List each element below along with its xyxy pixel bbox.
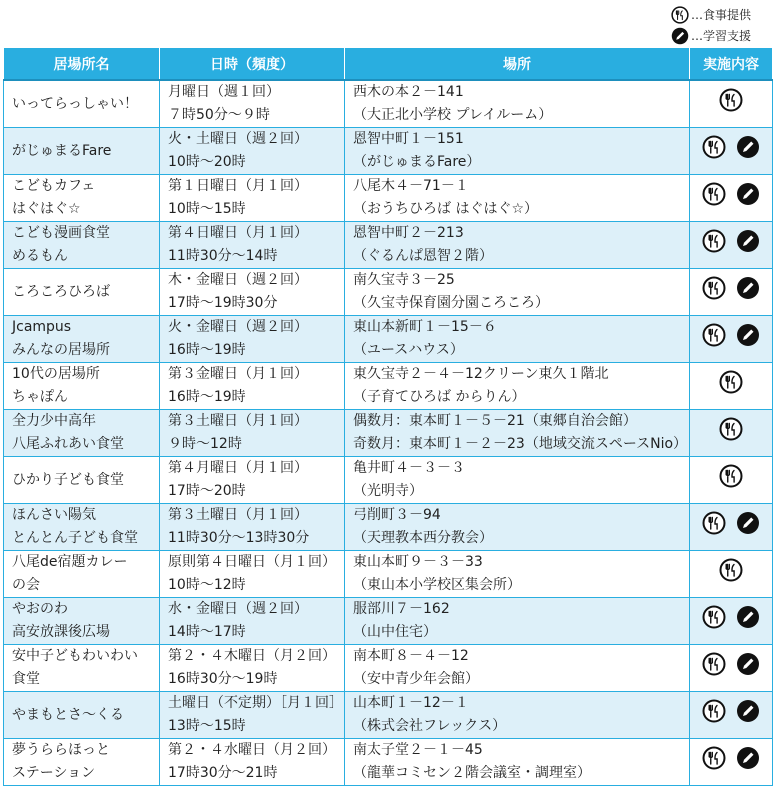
cell-activities — [690, 269, 773, 316]
cell-place-line: （山中住宅） — [353, 624, 437, 640]
table-row — [4, 645, 773, 692]
col-header-schedule: 日時（頻度） — [160, 48, 345, 81]
cell-name-line: 食堂 — [12, 671, 40, 687]
ibasho-table — [3, 47, 773, 786]
cell-place-line: 南太子堂２－１－45 — [353, 742, 483, 758]
cell-name-line: やまもとさ～くる — [12, 706, 124, 723]
cell-name-line: の会 — [12, 577, 40, 593]
fork-knife-icon — [719, 370, 743, 394]
cell-activities — [690, 363, 773, 410]
cell-place-line: （ユースハウス） — [353, 342, 464, 358]
cell-place — [345, 692, 690, 739]
col-header-name: 居場所名 — [4, 48, 160, 81]
cell-schedule-line: 16時～19時 — [168, 389, 246, 405]
cell-schedule-line: 第２・４水曜日（月２回） — [168, 742, 336, 758]
cell-place-line: 西木の本２－141 — [353, 84, 464, 100]
cell-place-line: 東久宝寺２－４－12クリーン東久１階北 — [353, 366, 609, 382]
cell-name-line: ころころひろば — [12, 283, 110, 300]
cell-place — [345, 222, 690, 269]
cell-name-line: めるもん — [12, 248, 68, 264]
cell-name-line: 八尾ふれあい食堂 — [12, 436, 124, 452]
cell-name — [4, 504, 160, 551]
fork-knife-icon — [702, 135, 726, 159]
cell-place — [345, 457, 690, 504]
cell-place-line: （子育てひろば からりん） — [353, 389, 526, 405]
cell-name — [4, 128, 160, 175]
cell-activities — [690, 504, 773, 551]
table-row — [4, 316, 773, 363]
cell-schedule — [160, 128, 345, 175]
cell-schedule — [160, 645, 345, 692]
pencil-icon — [736, 699, 760, 723]
cell-name-line: がじゅまるFare — [12, 142, 112, 159]
cell-schedule — [160, 598, 345, 645]
cell-schedule-line: 第３土曜日（月１回） — [168, 413, 308, 429]
col-header-activities: 実施内容 — [690, 48, 773, 81]
pencil-icon — [736, 229, 760, 253]
cell-name-line: 全力少中高年 — [12, 413, 96, 429]
cell-schedule — [160, 80, 345, 128]
cell-place-line: （大正北小学校 プレイルーム） — [353, 107, 553, 123]
table-row — [4, 128, 773, 175]
pencil-icon — [671, 27, 689, 45]
fork-knife-icon — [671, 6, 689, 24]
cell-place-line: （東山本小学校区集会所） — [353, 577, 521, 593]
cell-schedule-line: ９時～12時 — [168, 436, 242, 452]
cell-name-line: 夢うららほっと — [12, 742, 110, 758]
cell-name-line: はぐはぐ☆ — [12, 201, 81, 217]
cell-place-line: 南久宝寺３－25 — [353, 272, 455, 288]
cell-place-line: 恩智中町１－151 — [353, 131, 464, 147]
legend-meal — [671, 4, 771, 25]
table-row — [4, 80, 773, 128]
legend-meal-label: …食事提供 — [691, 7, 752, 22]
cell-name-line: ひかり子ども食堂 — [12, 471, 124, 488]
pencil-icon — [736, 511, 760, 535]
table-row — [4, 410, 773, 457]
cell-schedule-line: 13時～15時 — [168, 718, 246, 734]
cell-place-line: 東山本町９－３－33 — [353, 554, 483, 570]
cell-place-line: 亀井町４－３－３ — [353, 460, 465, 476]
cell-schedule-line: 10時～15時 — [168, 201, 246, 217]
cell-place-line: 弓削町３－94 — [353, 507, 441, 523]
cell-place — [345, 645, 690, 692]
cell-schedule — [160, 175, 345, 222]
table-row — [4, 739, 773, 786]
cell-schedule-line: 火・土曜日（週２回） — [168, 131, 308, 147]
header-row — [4, 48, 773, 81]
cell-schedule-line: 17時～19時30分 — [168, 295, 278, 311]
cell-place-line: 奇数月：東本町１－２－23（地域交流スペースNio） — [353, 436, 688, 452]
cell-place-line: 服部川７－162 — [353, 601, 450, 617]
table-row — [4, 363, 773, 410]
cell-schedule-line: 16時～19時 — [168, 342, 246, 358]
col-header-place: 場所 — [345, 48, 690, 81]
cell-activities — [690, 551, 773, 598]
fork-knife-icon — [702, 276, 726, 300]
cell-name — [4, 316, 160, 363]
cell-place — [345, 175, 690, 222]
cell-name — [4, 175, 160, 222]
cell-name-line: 安中子どもわいわい — [12, 648, 138, 664]
cell-name — [4, 598, 160, 645]
cell-place-line: （株式会社フレックス） — [353, 718, 507, 734]
cell-place — [345, 739, 690, 786]
cell-place — [345, 269, 690, 316]
cell-schedule-line: 11時30分～14時 — [168, 248, 278, 264]
pencil-icon — [736, 135, 760, 159]
table-row — [4, 598, 773, 645]
legend-study — [671, 25, 771, 46]
cell-schedule-line: 第３土曜日（月１回） — [168, 507, 308, 523]
fork-knife-icon — [702, 652, 726, 676]
cell-schedule — [160, 363, 345, 410]
fork-knife-icon — [702, 229, 726, 253]
cell-place-line: （ぐるんぱ恩智２階） — [353, 248, 493, 264]
cell-schedule-line: 火・金曜日（週２回） — [168, 319, 308, 335]
cell-name-line: みんなの居場所 — [12, 342, 110, 358]
cell-name-line: ちゃぽん — [12, 389, 68, 405]
cell-place-line: （がじゅまるFare） — [353, 154, 481, 170]
cell-schedule — [160, 269, 345, 316]
cell-place-line: 山本町１－12－１ — [353, 695, 469, 711]
cell-name — [4, 410, 160, 457]
cell-name — [4, 80, 160, 128]
cell-place-line: （安中青少年会館） — [353, 671, 479, 687]
cell-schedule-line: 木・金曜日（週２回） — [168, 272, 308, 288]
cell-place-line: （おうちひろば はぐはぐ☆） — [353, 201, 539, 217]
cell-schedule — [160, 739, 345, 786]
cell-name-line: こどもカフェ — [12, 178, 96, 194]
cell-name — [4, 269, 160, 316]
table-row — [4, 457, 773, 504]
cell-activities — [690, 222, 773, 269]
cell-schedule-line: 10時～12時 — [168, 577, 246, 593]
cell-schedule-line: 16時30分～19時 — [168, 671, 278, 687]
pencil-icon — [736, 652, 760, 676]
cell-place — [345, 410, 690, 457]
table-row — [4, 692, 773, 739]
cell-schedule-line: 第４日曜日（月１回） — [168, 225, 308, 241]
cell-activities — [690, 316, 773, 363]
cell-name — [4, 363, 160, 410]
fork-knife-icon — [702, 746, 726, 770]
pencil-icon — [736, 323, 760, 347]
cell-name-line: ほんさい陽気 — [12, 507, 96, 523]
fork-knife-icon — [702, 182, 726, 206]
fork-knife-icon — [702, 511, 726, 535]
cell-name-line: 10代の居場所 — [12, 366, 100, 382]
cell-place-line: 東山本新町１－15－６ — [353, 319, 497, 335]
cell-schedule-line: 第４月曜日（月１回） — [168, 460, 308, 476]
cell-name-line: とんとん子ども食堂 — [12, 530, 138, 546]
cell-name-line: Jcampus — [12, 319, 72, 335]
cell-name — [4, 692, 160, 739]
cell-place-line: （龍華コミセン２階会議室・調理室） — [353, 765, 591, 781]
table-row — [4, 551, 773, 598]
cell-schedule-line: 17時30分～21時 — [168, 765, 278, 781]
pencil-icon — [736, 746, 760, 770]
cell-name-line: こども漫画食堂 — [12, 225, 110, 241]
cell-activities — [690, 175, 773, 222]
cell-place-line: 恩智中町２－213 — [353, 225, 464, 241]
cell-schedule-line: 水・金曜日（週２回） — [168, 601, 308, 617]
cell-place-line: （久宝寺保育園分園ころころ） — [353, 295, 549, 311]
cell-place-line: （光明寺） — [353, 483, 423, 499]
cell-schedule-line: 原則第４日曜日（月１回） — [168, 554, 336, 570]
cell-name-line: ステーション — [12, 765, 96, 781]
cell-schedule-line: 第３金曜日（月１回） — [168, 366, 308, 382]
cell-place — [345, 598, 690, 645]
cell-schedule — [160, 692, 345, 739]
cell-place — [345, 363, 690, 410]
cell-place-line: 南本町８－４－12 — [353, 648, 469, 664]
cell-schedule — [160, 504, 345, 551]
cell-name — [4, 739, 160, 786]
cell-activities — [690, 457, 773, 504]
cell-schedule — [160, 551, 345, 598]
table-row — [4, 504, 773, 551]
fork-knife-icon — [702, 323, 726, 347]
cell-schedule-line: 11時30分～13時30分 — [168, 530, 310, 546]
cell-activities — [690, 410, 773, 457]
cell-place — [345, 504, 690, 551]
cell-schedule-line: 17時～20時 — [168, 483, 246, 499]
cell-activities — [690, 645, 773, 692]
cell-place — [345, 128, 690, 175]
cell-place-line: （天理教本西分教会） — [353, 530, 493, 546]
table-row — [4, 175, 773, 222]
cell-name-line: 八尾de宿題カレー — [12, 554, 128, 570]
cell-schedule — [160, 457, 345, 504]
fork-knife-icon — [719, 417, 743, 441]
pencil-icon — [736, 182, 760, 206]
cell-place — [345, 551, 690, 598]
cell-activities — [690, 128, 773, 175]
cell-schedule-line: 第２・４木曜日（月２回） — [168, 648, 336, 664]
fork-knife-icon — [719, 464, 743, 488]
cell-name — [4, 551, 160, 598]
cell-schedule-line: 第１日曜日（月１回） — [168, 178, 308, 194]
cell-name-line: 高安放課後広場 — [12, 624, 110, 640]
cell-activities — [690, 739, 773, 786]
cell-schedule-line: 月曜日（週１回） — [168, 84, 280, 100]
cell-place-line: 八尾木４－71－１ — [353, 178, 469, 194]
pencil-icon — [736, 276, 760, 300]
fork-knife-icon — [702, 699, 726, 723]
cell-schedule — [160, 222, 345, 269]
pencil-icon — [736, 605, 760, 629]
legend-study-label: …学習支援 — [691, 28, 752, 43]
cell-schedule-line: 10時～20時 — [168, 154, 246, 170]
cell-name-line: いってらっしゃい！ — [12, 95, 138, 112]
cell-name — [4, 222, 160, 269]
cell-schedule-line: 土曜日（不定期）［月１回］ — [168, 695, 343, 711]
cell-activities — [690, 80, 773, 128]
cell-activities — [690, 598, 773, 645]
cell-name — [4, 645, 160, 692]
cell-schedule-line: ７時50分～９時 — [168, 107, 270, 123]
fork-knife-icon — [719, 558, 743, 582]
legend — [671, 4, 771, 46]
cell-place-line: 偶数月：東本町１－５－21（東郷自治会館） — [353, 413, 637, 429]
table-row — [4, 222, 773, 269]
cell-activities — [690, 692, 773, 739]
fork-knife-icon — [719, 88, 743, 112]
cell-name — [4, 457, 160, 504]
cell-name-line: やおのわ — [12, 601, 68, 617]
cell-schedule — [160, 316, 345, 363]
cell-schedule-line: 14時～17時 — [168, 624, 246, 640]
table-row — [4, 269, 773, 316]
fork-knife-icon — [702, 605, 726, 629]
cell-place — [345, 316, 690, 363]
cell-schedule — [160, 410, 345, 457]
cell-place — [345, 80, 690, 128]
